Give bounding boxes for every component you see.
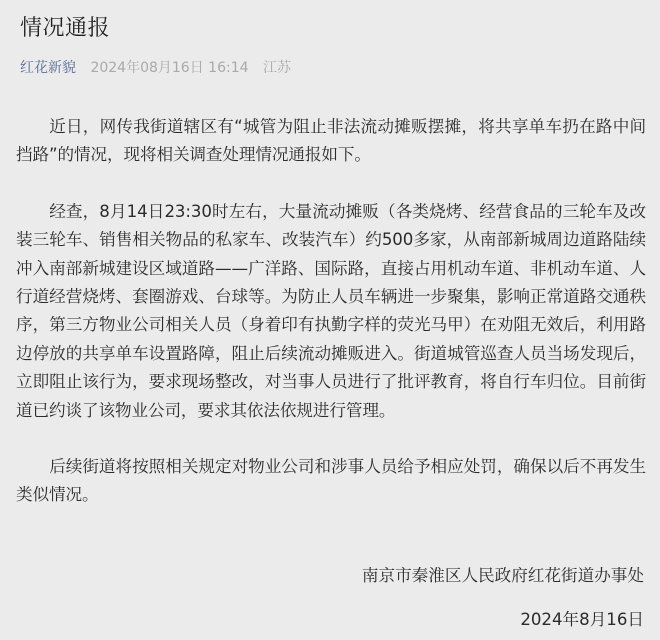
article-title: 情况通报 <box>20 16 111 41</box>
paragraph-investigation: 经查，8月14日23:30时左右，大量流动摊贩（各类烧烤、经营食品的三轮车及改装三轮车、销售相关物品的私家车、改装汽车）约500多家，从南部新城周边道路陆续冲入南部新城建设区域道路——广洋路、国际路，直接占用机动车道、非机动车道、人行道经营烧烤、套圈游戏、台球等。为防止人员车辆进一步聚集，影响正常道路交通秩序，第三方物业公司相关人员（身着印有执勤字样的荧光马甲）在劝阻无效后，利用路边停放的共享单车设置路障，阻止后续流动摊贩进入。街道城管巡查人员当场发现后，立即阻止该行为，要求现场整改，对当事人员进行了批评教育，将自行车归位。目前街道已约谈了该物业公司，要求其依法依规进行管理。 <box>16 201 646 420</box>
paragraph-intro: 近日，网传我街道辖区有“城管为阻止非法流动摊贩摆摊，将共享单车扔在路中间挡路”的情况，现将相关调查处理情况通报如下。 <box>16 117 646 165</box>
publish-time: 2024年08月16日 16:14 <box>90 60 249 76</box>
publish-region: 江苏 <box>262 60 291 76</box>
article-meta <box>20 58 291 78</box>
issue-date: 2024年8月16日 <box>520 610 644 629</box>
paragraph-follow-up: 后续街道将按照相关规定对物业公司和涉事人员给予相应处罚，确保以后不再发生类似情况。 <box>16 457 646 505</box>
issuer-signature: 南京市秦淮区人民政府红花街道办事处 <box>361 566 644 585</box>
article-body <box>16 113 646 510</box>
account-name-link[interactable]: 红花新貌 <box>20 60 76 76</box>
